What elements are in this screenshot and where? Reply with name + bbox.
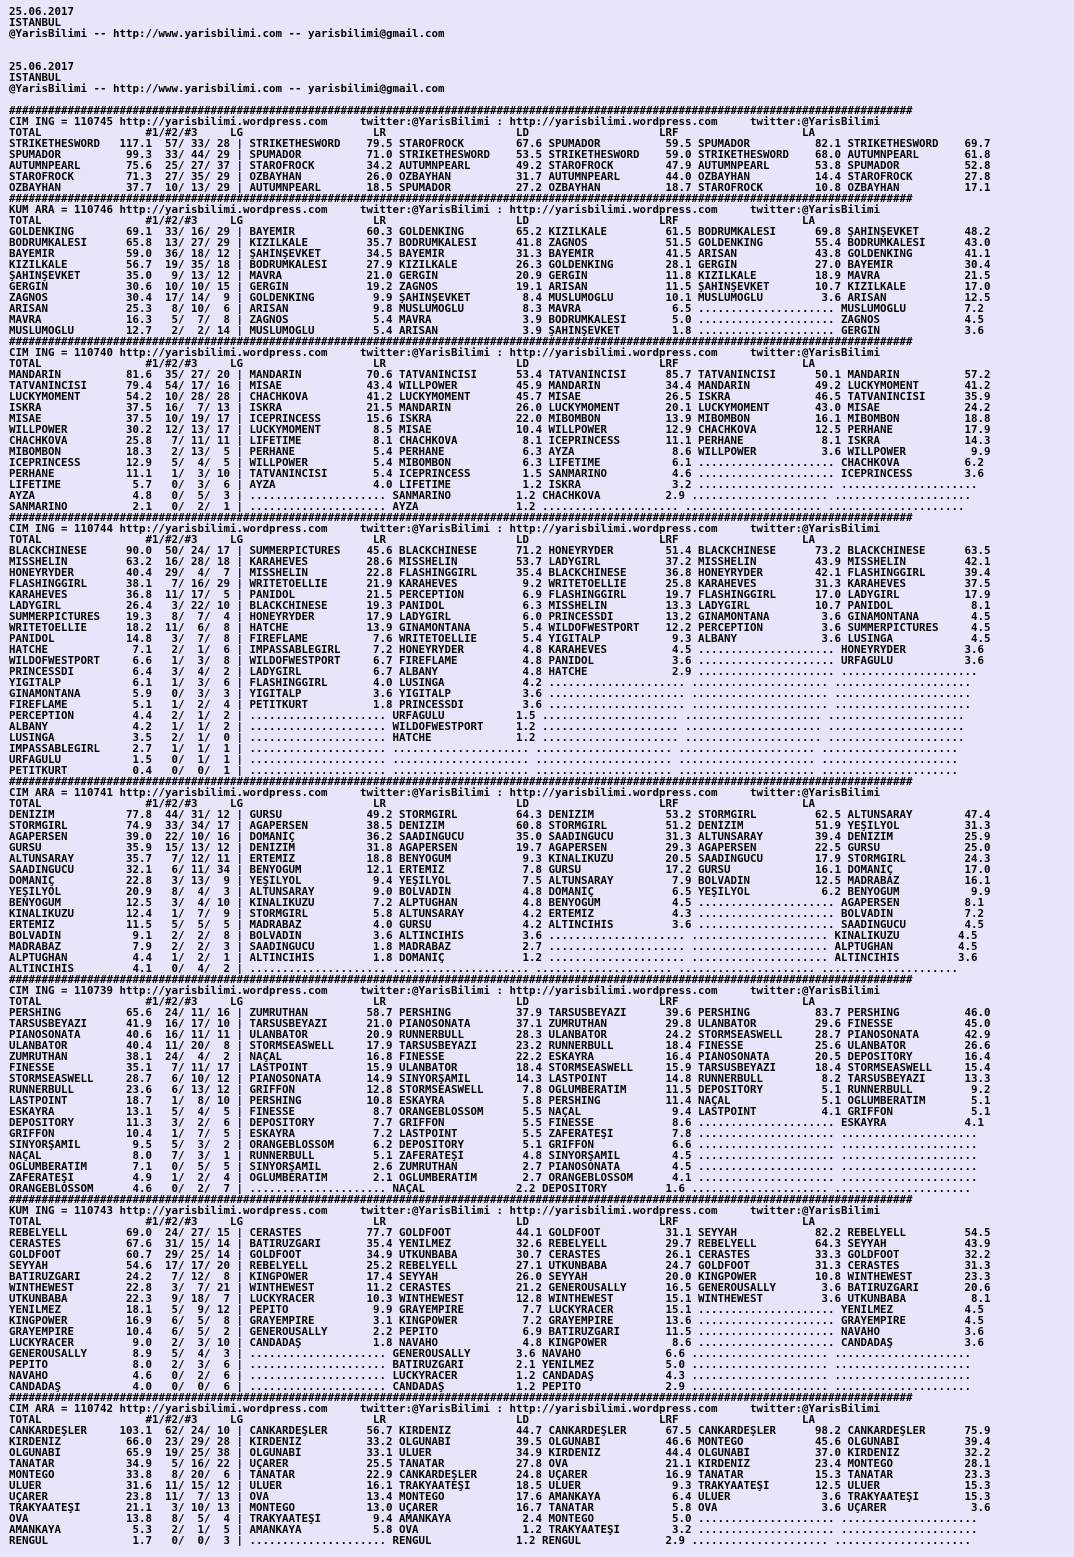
column-header: TOTAL #1/#2/#3 LG LR LD LRF LA: [9, 798, 816, 809]
header-line: ISTANBUL: [9, 72, 62, 83]
race-row: NAVAHO 4.6 0/ 2/ 6 | ..................... LUCKYRACER 1.2 CANDADAŞ 4.3 ..................... .....................: [9, 1370, 972, 1381]
race-row: MISSHELIN 63.2 16/ 28/ 18 | KARAHEVES 28.6 MISSHELIN 53.7 LADYGIRL 37.2 MISSHELIN 43.9 MISSHELIN 42.1: [9, 556, 991, 567]
race-row: HATCHE 7.1 2/ 1/ 6 | IMPASSABLEGIRL 7.2 HONEYRYDER 4.8 KARAHEVES 4.5 ..................... HONEYRYDER 3.6: [9, 644, 985, 655]
race-title: CIM ING = 110739 http://yarisbilimi.wordpress.com twitter:@YarisBilimi : http://yarisbilimi.wordpress.com twitter:@YarisBilimi: [9, 985, 881, 996]
race-row: STORMSEASWELL 28.7 6/ 10/ 12 | PIANOSONATA 14.9 SINYORŞAMİL 14.3 LASTPOINT 14.8 RUNNERBULL 8.2 TARSUSBEYAZI 13.3: [9, 1073, 991, 1084]
race-row: MİSAE 37.5 10/ 19/ 17 | ICEPRINCESS 15.6 ISKRA 22.0 MİBOMBON 13.9 MİBOMBON 16.1 MİBOMBON 18.8: [9, 413, 991, 424]
header-line: @YarisBilimi -- http://www.yarisbilimi.com -- yarisbilimi@gmail.com: [9, 28, 445, 39]
race-row: WRITETOELLIE 18.2 11/ 6/ 8 | HATCHE 13.9 GINAMONTANA 5.4 WILDOFWESTPORT 12.2 PERCEPTION 3.6 SUMMERPICTURES 4.5: [9, 622, 991, 633]
column-header: TOTAL #1/#2/#3 LG LR LD LRF LA: [9, 996, 816, 1007]
race-row: PRINCESSDI 6.4 3/ 4/ 2 | LADYGIRL 6.7 ALBANY 4.8 HATCHE 2.9 ..................... .....................: [9, 666, 978, 677]
race-row: ARISAN 25.3 8/ 10/ 6 | ARISAN 9.8 MUSLUMOĞLU 8.3 MAVRA 6.5 ..................... MUSLUMOĞLU 7.2: [9, 303, 985, 314]
separator-line: ###########################################################################################################################################: [9, 105, 913, 116]
race-row: UTKUNBABA 22.3 9/ 18/ 7 | LUCKYRACER 10.3 WINTHEWEST 12.8 WINTHEWEST 15.1 WINTHEWEST 3.6 UTKUNBABA 8.1: [9, 1293, 991, 1304]
race-row: PERHANE 11.1 1/ 3/ 10 | TATVANİNCİSİ 5.4 ICEPRINCESS 1.5 SANMARINO 4.6 ..................... ICEPRINCESS 3.6: [9, 468, 985, 479]
race-row: PANIDOL 14.8 3/ 7/ 8 | FIREFLAME 7.6 WRITETOELLIE 5.4 YIGITALP 9.3 ALBANY 3.6 LUSINGA 4.5: [9, 633, 991, 644]
race-row: GRIFFON 10.4 1/ 7/ 5 | ESKAYRA 7.2 LASTPOINT 5.5 ZAFERATEŞİ 7.8 ..................... .....................: [9, 1128, 978, 1139]
race-row: LASTPOINT 18.7 1/ 8/ 10 | PERSHING 10.8 ESKAYRA 5.8 PERSHING 11.4 NAÇAL 5.1 OĞLUMBERATİM 5.1: [9, 1095, 991, 1106]
race-row: ULANBATOR 40.4 11/ 20/ 8 | STORMSEASWELL 17.9 TARSUSBEYAZI 23.2 RUNNERBULL 18.4 FINESSE 25.6 ULANBATOR 26.6: [9, 1040, 991, 1051]
race-row: SINYORŞAMİL 9.5 5/ 3/ 2 | ORANGEBLOSSOM 6.2 DEPOSITORY 5.1 GRIFFON 6.6 ..................... .....................: [9, 1139, 978, 1150]
race-row: ŞAHİNŞEVKET 35.0 9/ 13/ 12 | MAVRA 21.0 GERGİN 20.9 GERGİN 11.8 KIZILKALE 18.9 MAVRA 21.5: [9, 270, 991, 281]
race-row: ZAGNOS 30.4 17/ 14/ 9 | GOLDENKING 9.9 ŞAHİNŞEVKET 8.4 MUSLUMOĞLU 10.1 MUSLUMOĞLU 3.6 ARISAN 12.5: [9, 292, 991, 303]
race-title: CIM ING = 110744 http://yarisbilimi.wordpress.com twitter:@YarisBilimi : http://yarisbilimi.wordpress.com twitter:@YarisBilimi: [9, 523, 881, 534]
race-row: TATVANİNCİSİ 79.4 54/ 17/ 16 | MİSAE 43.4 WILLPOWER 45.9 MANDARİN 34.4 MANDARİN 49.2 LUCKYMOMENT 41.2: [9, 380, 991, 391]
column-header: TOTAL #1/#2/#3 LG LR LD LRF LA: [9, 127, 816, 138]
race-title: KUM ING = 110743 http://yarisbilimi.wordpress.com twitter:@YarisBilimi : http://yarisbilimi.wordpress.com twitter:@YarisBilimi: [9, 1205, 881, 1216]
race-row: OVA 13.8 8/ 5/ 4 | TRAKYAATEŞİ 9.4 AMANKAYA 2.4 MONTEGO 5.0 ..................... .....................: [9, 1513, 978, 1524]
race-row: KINALIKUZU 12.4 1/ 7/ 9 | STORMGIRL 5.8 ALTUNSARAY 4.2 ERTEMİZ 4.3 ..................... BOLVADİN 7.2: [9, 908, 985, 919]
race-title: CIM ING = 110745 http://yarisbilimi.wordpress.com twitter:@YarisBilimi : http://yarisbilimi.wordpress.com twitter:@YarisBilimi: [9, 116, 881, 127]
race-title: CIM ARA = 110742 http://yarisbilimi.wordpress.com twitter:@YarisBilimi : http://yarisbilimi.wordpress.com twitter:@YarisBilimi: [9, 1403, 881, 1414]
race-row: GURSU 35.9 15/ 13/ 12 | DENİZİM 31.8 AGAPERSEN 19.7 AGAPERSEN 29.3 AGAPERSEN 22.5 GURSU 25.0: [9, 842, 991, 853]
race-row: BENYOĞUM 12.5 3/ 4/ 10 | KINALIKUZU 7.2 ALPTUĞHAN 4.8 BENYOĞUM 4.5 ..................... AGAPERSEN 8.1: [9, 897, 985, 908]
race-row: DEPOSITORY 11.3 3/ 2/ 6 | DEPOSITORY 7.7 GRIFFON 5.5 FINESSE 8.6 ..................... ESKAYRA 4.1: [9, 1117, 985, 1128]
race-row: BOLVADİN 9.1 2/ 2/ 8 | BOLVADİN 3.6 ALTINCIHİS 3.6 ..................... ..................... KINALIKUZU 4.5: [9, 930, 978, 941]
header-line: @YarisBilimi -- http://www.yarisbilimi.com -- yarisbilimi@gmail.com: [9, 83, 445, 94]
race-row: PEPITO 8.0 2/ 3/ 6 | ..................... BATIRUZGARI 2.1 YENİLMEZ 5.0 ..................... .....................: [9, 1359, 972, 1370]
race-row: BODRUMKALESİ 65.8 13/ 27/ 29 | KIZILKALE 35.7 BODRUMKALESİ 41.8 ZAGNOS 51.5 GOLDENKING 55.4 BODRUMKALESİ 43.0: [9, 237, 991, 248]
race-row: MİBOMBON 18.3 2/ 13/ 5 | PERHANE 5.4 PERHANE 6.3 AYZA 8.6 WILLPOWER 3.6 WILLPOWER 9.9: [9, 446, 991, 457]
race-row: CERASTES 67.6 31/ 15/ 14 | BATIRUZGARI 35.4 YENİLMEZ 32.6 REBELYELL 29.7 REBELYELL 64.3 SEYYAH 43.9: [9, 1238, 991, 1249]
race-row: MONTEGO 33.8 8/ 20/ 6 | TANATAR 22.9 CANKARDEŞLER 24.8 UÇARER 16.9 TANATAR 15.3 TANATAR 23.3: [9, 1469, 991, 1480]
race-row: CANKARDEŞLER 103.1 62/ 24/ 10 | CANKARDEŞLER 56.7 KIRDENİZ 44.7 CANKARDEŞLER 67.5 CANKARDEŞLER 98.2 CANKARDEŞLER 75.9: [9, 1425, 991, 1436]
race-title: CIM ARA = 110741 http://yarisbilimi.wordpress.com twitter:@YarisBilimi : http://yarisbilimi.wordpress.com twitter:@YarisBilimi: [9, 787, 881, 798]
race-row: BLACKCHINESE 90.0 50/ 24/ 17 | SUMMERPICTURES 45.6 BLACKCHINESE 71.2 HONEYRYDER 51.4 BLACKCHINESE 73.2 BLACKCHINESE 63.5: [9, 545, 991, 556]
race-row: MADRABAZ 7.9 2/ 2/ 3 | SAADINGUCU 1.8 MADRABAZ 2.7 ..................... ..................... ALPTUĞHAN 4.5: [9, 941, 978, 952]
race-row: ERTEMİZ 11.5 5/ 5/ 5 | MADRABAZ 4.0 GURSU 4.2 ALTINCIHİS 3.6 ..................... SAADINGUCU 4.5: [9, 919, 985, 930]
race-row: YEŞİLYOL 20.9 8/ 4/ 3 | ALTUNSARAY 9.0 BOLVADİN 4.8 DOMANİÇ 6.5 YEŞİLYOL 6.2 BENYOĞUM 9.9: [9, 886, 991, 897]
race-row: BAYEMİR 59.0 36/ 18/ 12 | ŞAHİNŞEVKET 34.5 BAYEMİR 31.3 BAYEMİR 41.5 ARISAN 43.8 GOLDENKING 41.1: [9, 248, 991, 259]
race-row: OĞLUMBERATİM 7.1 0/ 5/ 5 | SINYORŞAMİL 2.6 ZUMRUTHAN 2.7 PIANOSONATA 4.5 ..................... .....................: [9, 1161, 978, 1172]
race-row: ALPTUĞHAN 4.4 1/ 2/ 1 | ALTINCIHİS 1.8 DOMANİÇ 1.2 ..................... ..................... ALTINCIHİS 3.6: [9, 952, 978, 963]
race-row: SAADINGUCU 32.1 6/ 11/ 34 | BENYOĞUM 12.1 ERTEMİZ 7.8 GURSU 17.2 GURSU 16.1 DOMANİÇ 17.0: [9, 864, 991, 875]
separator-line: ###########################################################################################################################################: [9, 512, 913, 523]
race-row: LUSINGA 3.5 2/ 1/ 0 | ..................... HATCHE 1.2 ..................... ..................... .....................: [9, 732, 965, 743]
race-row: ORANGEBLOSSOM 4.6 0/ 2/ 7 | ..................... NAÇAL 2.2 DEPOSITORY 1.6 ..................... .....................: [9, 1183, 972, 1194]
race-row: IMPASSABLEGIRL 2.7 1/ 1/ 1 | ..................... ..................... ..................... ..................... .....................: [9, 743, 959, 754]
race-row: ALBANY 4.2 1/ 1/ 2 | ..................... WILDOFWESTPORT 1.2 ..................... ..................... .....................: [9, 721, 965, 732]
header-line: [9, 94, 1074, 105]
race-row: DENİZİM 77.8 44/ 31/ 12 | GURSU 49.2 STORMGIRL 64.3 DENİZİM 53.2 STORMGIRL 62.5 ALTUNSARAY 47.4: [9, 809, 991, 820]
race-row: GOLDENKING 69.1 33/ 16/ 29 | BAYEMİR 60.3 GOLDENKING 65.2 KIZILKALE 61.5 BODRUMKALESİ 69.8 ŞAHİNŞEVKET 48.2: [9, 226, 991, 237]
race-row: LADYGIRL 26.4 3/ 22/ 10 | BLACKCHINESE 19.3 PANIDOL 6.3 MISSHELIN 13.3 LADYGIRL 10.7 PANIDOL 8.1: [9, 600, 991, 611]
race-row: UÇARER 23.8 11/ 7/ 13 | OVA 13.4 MONTEGO 17.6 AMANKAYA 6.4 ULUER 3.6 TRAKYAATEŞİ 15.3: [9, 1491, 991, 1502]
race-row: GRAYEMPIRE 10.4 6/ 5/ 2 | GENEROUSALLY 2.2 PEPITO 6.9 BATIRUZGARI 11.5 ..................... NAVAHO 3.6: [9, 1326, 985, 1337]
race-row: STRIKETHESWORD 117.1 57/ 33/ 28 | STRIKETHESWORD 79.5 STAROFROCK 67.6 SPUMADOR 59.5 SPUMADOR 82.1 STRIKETHESWORD 69.7: [9, 138, 991, 149]
race-row: ULUER 31.6 11/ 15/ 12 | ULUER 16.1 TRAKYAATEŞİ 18.5 ULUER 9.3 TRAKYAATEŞİ 12.5 ULUER 15.3: [9, 1480, 991, 1491]
race-row: ESKAYRA 13.1 5/ 4/ 5 | FINESSE 8.7 ORANGEBLOSSOM 5.5 NAÇAL 9.4 LASTPOINT 4.1 GRIFFON 5.1: [9, 1106, 991, 1117]
race-row: ALTINCIHİS 4.1 0/ 4/ 2 | ..................... ..................... ..................... ..................... .....................: [9, 963, 959, 974]
race-row: BATIRUZGARI 24.2 7/ 12/ 8 | KINGPOWER 17.4 SEYYAH 26.0 SEYYAH 20.0 KINGPOWER 10.8 WINTHEWEST 23.3: [9, 1271, 991, 1282]
column-header: TOTAL #1/#2/#3 LG LR LD LRF LA: [9, 1216, 816, 1227]
race-row: REBELYELL 69.0 24/ 27/ 15 | CERASTES 77.7 GOLDFOOT 44.1 GOLDFOOT 31.1 SEYYAH 82.2 REBELYELL 54.5: [9, 1227, 991, 1238]
race-row: CHACHKOVA 25.8 7/ 11/ 11 | LIFETIME 8.1 CHACHKOVA 8.1 ICEPRINCESS 11.1 PERHANE 8.1 ISKRA 14.3: [9, 435, 991, 446]
race-row: AMANKAYA 5.3 2/ 1/ 5 | AMANKAYA 5.8 OVA 1.2 TRAKYAATEŞİ 3.2 ..................... .....................: [9, 1524, 978, 1535]
race-row: ISKRA 37.5 16/ 7/ 13 | ISKRA 21.5 MANDARİN 26.0 LUCKYMOMENT 20.1 LUCKYMOMENT 43.0 MİSAE 24.2: [9, 402, 991, 413]
race-row: SANMARINO 2.1 0/ 2/ 1 | ..................... AYZA 1.2 ..................... ..................... .....................: [9, 501, 965, 512]
race-row: ZUMRUTHAN 38.1 24/ 4/ 2 | NAÇAL 16.8 FINESSE 22.2 ESKAYRA 16.4 PIANOSONATA 20.5 DEPOSITORY 16.4: [9, 1051, 991, 1062]
race-row: GOLDFOOT 60.7 29/ 25/ 14 | GOLDFOOT 34.9 UTKUNBABA 30.7 CERASTES 26.1 CERASTES 33.3 GOLDFOOT 32.2: [9, 1249, 991, 1260]
race-row: KARAHEVES 36.8 11/ 17/ 5 | PANIDOL 21.5 PERCEPTION 6.9 FLASHINGGIRL 19.7 FLASHINGGIRL 17.0 LADYGIRL 17.9: [9, 589, 991, 600]
column-header: TOTAL #1/#2/#3 LG LR LD LRF LA: [9, 534, 816, 545]
header-line: [9, 39, 1074, 50]
race-row: GINAMONTANA 5.9 0/ 3/ 3 | YIGITALP 3.6 YIGITALP 3.6 ..................... ..................... .....................: [9, 688, 972, 699]
race-row: CANDADAŞ 4.0 0/ 0/ 6 | ..................... CANDADAŞ 1.2 PEPITO 2.9 ..................... .....................: [9, 1381, 972, 1392]
separator-line: ###########################################################################################################################################: [9, 974, 913, 985]
race-row: GERGİN 30.6 10/ 10/ 15 | GERGİN 19.2 ZAGNOS 19.1 ARISAN 11.5 ŞAHİNŞEVKET 10.7 KIZILKALE 17.0: [9, 281, 991, 292]
race-row: MANDARİN 81.6 35/ 27/ 20 | MANDARİN 70.6 TATVANİNCİSİ 53.4 TATVANİNCİSİ 85.7 TATVANİNCİSİ 50.1 MANDARİN 57.2: [9, 369, 991, 380]
race-row: NAÇAL 8.0 7/ 3/ 1 | RUNNERBULL 5.1 ZAFERATEŞİ 4.8 SINYORŞAMİL 4.5 ..................... .....................: [9, 1150, 978, 1161]
race-row: ICEPRINCESS 12.9 5/ 4/ 5 | WILLPOWER 5.4 MİBOMBON 6.3 LIFETIME 6.1 ..................... CHACHKOVA 6.2: [9, 457, 985, 468]
race-row: SEYYAH 54.6 17/ 17/ 20 | REBELYELL 25.2 REBELYELL 27.1 UTKUNBABA 24.7 GOLDFOOT 31.3 CERASTES 31.3: [9, 1260, 991, 1271]
race-row: STAROFROCK 71.3 27/ 35/ 29 | OZBAYHAN 26.0 OZBAYHAN 31.7 AUTUMNPEARL 44.0 OZBAYHAN 14.4 STAROFROCK 27.8: [9, 171, 991, 182]
header-line: 25.06.2017: [9, 61, 75, 72]
race-row: ZAFERATEŞİ 4.9 1/ 2/ 4 | OĞLUMBERATİM 2.1 OĞLUMBERATİM 2.7 ORANGEBLOSSOM 4.1 ..................... .....................: [9, 1172, 978, 1183]
race-row: FINESSE 35.1 7/ 11/ 17 | LASTPOINT 15.9 ULANBATOR 18.4 STORMSEASWELL 15.9 TARSUSBEYAZI 18.4 STORMSEASWELL 15.4: [9, 1062, 991, 1073]
race-row: TANATAR 34.9 5/ 16/ 22 | UÇARER 25.5 TANATAR 27.8 OVA 21.1 KIRDENİZ 23.4 MONTEGO 28.1: [9, 1458, 991, 1469]
race-row: OZBAYHAN 37.7 10/ 13/ 29 | AUTUMNPEARL 18.5 SPUMADOR 27.2 OZBAYHAN 18.7 STAROFROCK 10.8 OZBAYHAN 17.1: [9, 182, 991, 193]
header-line: ISTANBUL: [9, 17, 62, 28]
race-row: URFAGULU 1.5 0/ 1/ 1 | ..................... ..................... ..................... ..................... .....................: [9, 754, 959, 765]
race-row: LIFETIME 5.7 0/ 3/ 6 | AYZA 4.0 LIFETIME 1.2 ISKRA 3.2 ..................... .....................: [9, 479, 978, 490]
race-row: WILLPOWER 30.2 12/ 13/ 17 | LUCKYMOMENT 8.5 MİSAE 10.4 WILLPOWER 12.9 CHACHKOVA 12.5 PERHANE 17.9: [9, 424, 991, 435]
column-header: TOTAL #1/#2/#3 LG LR LD LRF LA: [9, 358, 816, 369]
race-tables: [9, 105, 1074, 1546]
race-row: PETITKURT 0.4 0/ 0/ 1 | ..................... ..................... ..................... ..................... .....................: [9, 765, 959, 776]
race-row: TRAKYAATEŞİ 21.1 3/ 10/ 13 | MONTEGO 13.0 UÇARER 16.7 TANATAR 5.8 OVA 3.6 UÇARER 3.6: [9, 1502, 991, 1513]
separator-line: ###########################################################################################################################################: [9, 776, 913, 787]
race-row: MUSLUMOĞLU 12.7 2/ 2/ 14 | MUSLUMOĞLU 5.4 ARISAN 3.9 ŞAHİNŞEVKET 1.8 ..................... GERGİN 3.6: [9, 325, 985, 336]
race-row: AYZA 4.8 0/ 5/ 3 | ..................... SANMARINO 1.2 CHACHKOVA 2.9 ..................... .....................: [9, 490, 972, 501]
separator-line: ###########################################################################################################################################: [9, 336, 913, 347]
race-row: RUNNERBULL 23.6 6/ 13/ 12 | GRIFFON 12.8 STORMSEASWELL 7.8 OĞLUMBERATİM 11.5 DEPOSITORY 5.1 RUNNERBULL 9.2: [9, 1084, 991, 1095]
race-row: HONEYRYDER 40.4 29/ 4/ 7 | MISSHELIN 22.8 FLASHINGGIRL 35.4 BLACKCHINESE 36.8 HONEYRYDER 42.1 FLASHINGGIRL 39.4: [9, 567, 991, 578]
race-row: AUTUMNPEARL 75.6 25/ 27/ 37 | STAROFROCK 34.2 AUTUMNPEARL 49.2 STAROFROCK 47.9 AUTUMNPEARL 53.8 SPUMADOR 52.8: [9, 160, 991, 171]
header-line: 25.06.2017: [9, 6, 75, 17]
race-row: KINGPOWER 16.9 6/ 5/ 8 | GRAYEMPIRE 3.1 KINGPOWER 7.2 GRAYEMPIRE 13.6 ..................... GRAYEMPIRE 4.5: [9, 1315, 985, 1326]
race-title: CIM ING = 110740 http://yarisbilimi.wordpress.com twitter:@YarisBilimi : http://yarisbilimi.wordpress.com twitter:@YarisBilimi: [9, 347, 881, 358]
race-row: FIREFLAME 5.1 1/ 2/ 4 | PETITKURT 1.8 PRINCESSDI 3.6 ..................... ..................... .....................: [9, 699, 972, 710]
separator-line: ###########################################################################################################################################: [9, 1392, 913, 1403]
race-row: SUMMERPICTURES 19.3 8/ 7/ 4 | HONEYRYDER 17.9 LADYGIRL 6.0 PRINCESSDI 13.2 GINAMONTANA 3.6 GINAMONTANA 4.5: [9, 611, 991, 622]
separator-line: ###########################################################################################################################################: [9, 193, 913, 204]
race-row: PIANOSONATA 40.6 16/ 11/ 11 | ULANBATOR 20.9 RUNNERBULL 28.3 ULANBATOR 24.2 STORMSEASWELL 28.7 PIANOSONATA 42.9: [9, 1029, 991, 1040]
race-row: STORMGIRL 74.9 33/ 34/ 17 | AGAPERSEN 38.5 DENİZİM 60.8 STORMGIRL 51.2 DENİZİM 51.9 YEŞİLYOL 31.3: [9, 820, 991, 831]
race-row: RENGUL 1.7 0/ 0/ 3 | ..................... RENGUL 1.2 RENGUL 2.9 ..................... .....................: [9, 1535, 972, 1546]
race-row: FLASHINGGIRL 38.1 7/ 16/ 29 | WRITETOELLIE 21.9 KARAHEVES 9.2 WRITETOELLIE 25.8 KARAHEVES 31.3 KARAHEVES 37.5: [9, 578, 991, 589]
race-row: AGAPERSEN 39.0 22/ 10/ 16 | DOMANİÇ 36.2 SAADINGUCU 35.0 SAADINGUCU 31.3 ALTUNSARAY 39.4 DENİZİM 25.9: [9, 831, 991, 842]
separator-line: ###########################################################################################################################################: [9, 1194, 913, 1205]
race-row: GENEROUSALLY 8.9 5/ 4/ 3 | ..................... GENEROUSALLY 3.6 NAVAHO 6.6 ..................... .....................: [9, 1348, 972, 1359]
race-row: LUCKYRACER 9.0 2/ 3/ 10 | CANDADAŞ 1.8 NAVAHO 4.8 KINGPOWER 8.6 ..................... CANDADAŞ 3.6: [9, 1337, 985, 1348]
race-row: KIZILKALE 56.7 19/ 35/ 18 | BODRUMKALESİ 27.9 KIZILKALE 26.3 GOLDENKING 28.1 GERGİN 27.0 BAYEMİR 30.4: [9, 259, 991, 270]
header-line: [9, 50, 1074, 61]
race-row: PERSHING 65.6 24/ 11/ 16 | ZUMRUTHAN 58.7 PERSHING 37.9 TARSUSBEYAZI 39.6 PERSHING 83.7 PERSHING 46.0: [9, 1007, 991, 1018]
race-row: LUCKYMOMENT 54.2 10/ 28/ 28 | CHACHKOVA 41.2 LUCKYMOMENT 45.7 MİSAE 26.5 ISKRA 46.5 TATVANİNCİSİ 35.9: [9, 391, 991, 402]
race-row: KIRDENİZ 66.0 23/ 29/ 28 | KIRDENİZ 33.2 OLGUNABİ 39.5 OLGUNABİ 46.6 MONTEGO 45.6 OLGUNABİ 39.4: [9, 1436, 991, 1447]
race-row: OLGUNABİ 65.9 19/ 25/ 38 | OLGUNABİ 33.1 ULUER 34.9 KIRDENİZ 44.4 OLGUNABİ 37.0 KIRDENİZ 32.2: [9, 1447, 991, 1458]
race-title: KUM ARA = 110746 http://yarisbilimi.wordpress.com twitter:@YarisBilimi : http://yarisbilimi.wordpress.com twitter:@YarisBilimi: [9, 204, 881, 215]
race-row: YENİLMEZ 18.1 5/ 9/ 12 | PEPITO 9.9 GRAYEMPIRE 7.7 LUCKYRACER 15.1 ..................... YENİLMEZ 4.5: [9, 1304, 985, 1315]
race-row: ALTUNSARAY 35.7 7/ 12/ 11 | ERTEMİZ 18.8 BENYOĞUM 9.3 KINALIKUZU 20.5 SAADINGUCU 17.9 STORMGIRL 24.3: [9, 853, 991, 864]
race-row: PERCEPTION 4.4 2/ 1/ 2 | ..................... URFAGULU 1.5 ..................... ..................... .....................: [9, 710, 965, 721]
column-header: TOTAL #1/#2/#3 LG LR LD LRF LA: [9, 215, 816, 226]
race-row: WILDOFWESTPORT 6.6 1/ 3/ 8 | WILDOFWESTPORT 6.7 FIREFLAME 4.8 PANIDOL 3.6 ..................... URFAGULU 3.6: [9, 655, 985, 666]
race-row: YIGITALP 6.1 1/ 3/ 6 | FLASHINGGIRL 4.0 LUSINGA 4.2 ..................... ..................... .....................: [9, 677, 972, 688]
race-row: WINTHEWEST 22.8 3/ 7/ 21 | WINTHEWEST 11.2 CERASTES 21.2 GENEROUSALLY 16.5 GENEROUSALLY 3.6 BATIRUZGARI 20.6: [9, 1282, 991, 1293]
race-row: SPUMADOR 99.3 33/ 44/ 29 | SPUMADOR 71.0 STRIKETHESWORD 53.5 STRIKETHESWORD 59.0 STRIKETHESWORD 68.0 AUTUMNPEARL 61.8: [9, 149, 991, 160]
column-header: TOTAL #1/#2/#3 LG LR LD LRF LA: [9, 1414, 816, 1425]
race-row: MAVRA 16.3 5/ 7/ 8 | ZAGNOS 5.4 MAVRA 3.9 BODRUMKALESİ 5.0 ..................... ZAGNOS 4.5: [9, 314, 985, 325]
race-row: DOMANİÇ 22.8 3/ 13/ 9 | YEŞİLYOL 9.4 YEŞİLYOL 7.5 ALTUNSARAY 7.9 BOLVADİN 12.5 MADRABAZ 16.1: [9, 875, 991, 886]
race-row: TARSUSBEYAZI 41.9 16/ 17/ 10 | TARSUSBEYAZI 21.0 PIANOSONATA 37.1 ZUMRUTHAN 29.8 ULANBATOR 29.6 FINESSE 45.0: [9, 1018, 991, 1029]
